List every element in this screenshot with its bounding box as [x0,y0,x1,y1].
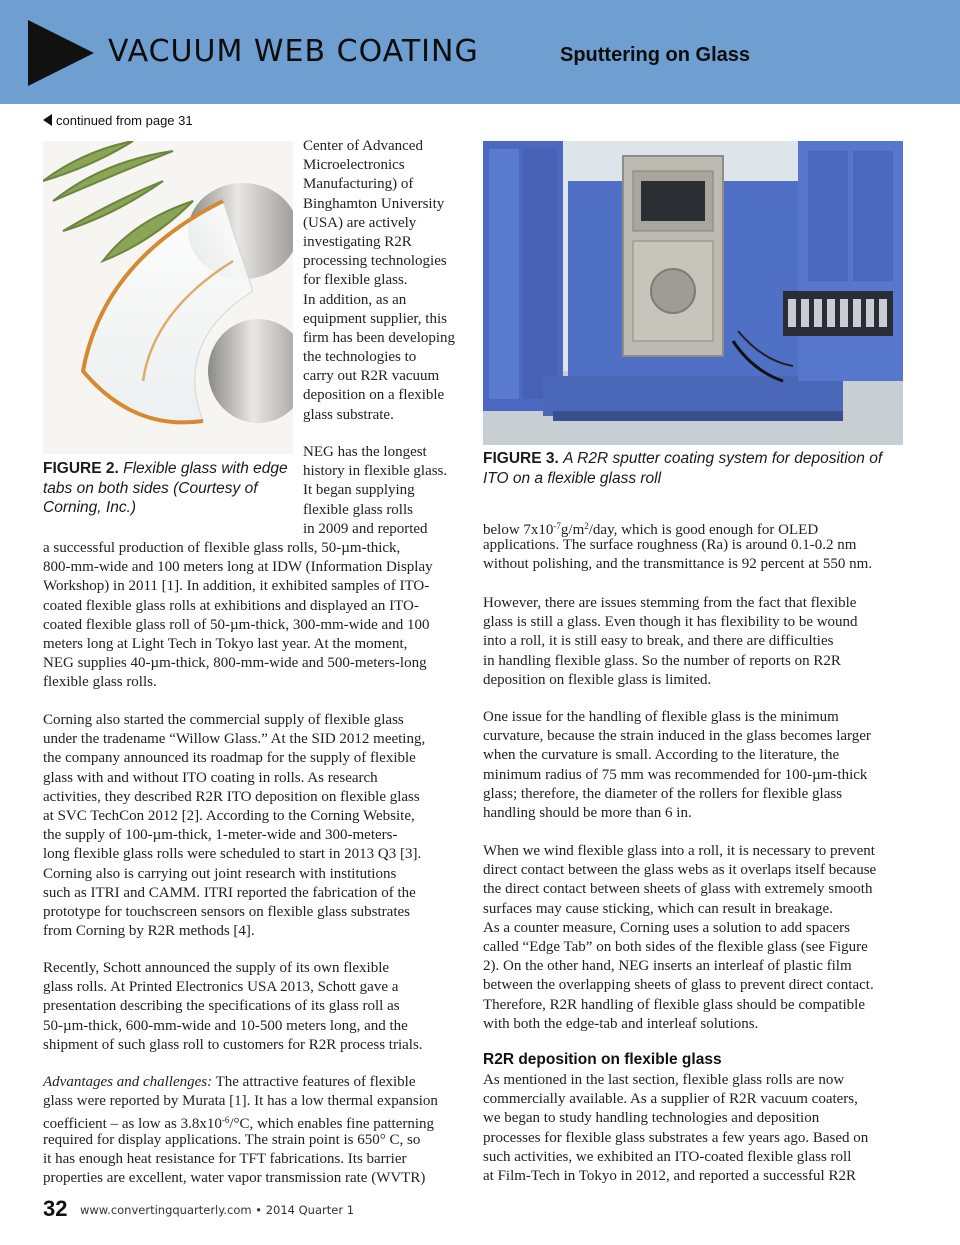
text-line: meters long at Light Tech in Tokyo last year. At the moment, [43,635,408,652]
text-span: g/m [560,522,585,538]
text-line: As mentioned in the last section, flexible glass rolls are now [483,1072,845,1088]
text-line: glass rolls. At Printed Electronics USA 2013, Schott gave a [43,979,399,996]
neg-paragraph-narrow [303,443,447,539]
header-band [0,0,960,104]
advantages-heading: Advantages and challenges: [43,1074,213,1090]
text-line: properties are excellent, water vapor transmission rate (WVTR) [43,1169,426,1186]
text-line: flexible glass rolls [303,501,413,518]
text-span: /°C, which enables fine patterning [229,1116,435,1133]
advantages-paragraph [43,1073,438,1188]
text-line: Corning also is carrying out joint research with institutions [43,865,397,882]
text-line: the direct contact between sheets of glass with extremely smooth [483,881,873,898]
text-line: the technologies to [303,349,417,366]
figure-3-label: FIGURE 3. [483,450,559,467]
text-line: without polishing, and the transmittance is 92 percent at 550 nm. [483,556,873,573]
text-span: below 7x10 [483,522,554,538]
text-line: history in flexible glass. [303,463,448,480]
text-line: processing technologies [303,253,447,270]
wvtr-paragraph [483,517,872,575]
text-line: in handling flexible glass. So the number of reports on R2R [483,652,841,669]
figure-2-caption-text: Flexible glass with edge tabs on both sides (Courtesy of Corning, Inc.) [43,460,288,516]
text-line: Manufacturing) of [303,176,414,193]
text-line: NEG has the longest [303,444,427,460]
text-line: surfaces may cause sticking, which can result in breakage. [483,900,833,917]
when-wind-paragraph [483,842,876,1034]
play-triangle-icon [28,20,94,86]
text-line: long flexible glass rolls were scheduled to start in 2013 Q3 [3]. [43,846,422,863]
text-line: As a counter measure, Corning uses a solution to add spacers [483,919,850,936]
text-line: However, there are issues stemming from the fact that flexible [483,595,857,611]
text-line: carry out R2R vacuum [303,368,440,385]
text-line: such as ITRI and CAMM. ITRI reported the fabrication of the [43,884,416,901]
text-line: into a roll, it is still easy to break, and there are difficulties [483,633,834,650]
text-line: required for display applications. The strain point is 650° C, so [43,1131,421,1148]
text-line: NEG supplies 40-µm-thick, 800-mm-wide and 500-meters-long [43,655,427,672]
left-arrow-icon [43,114,52,126]
text-line: under the tradename “Willow Glass.” At the SID 2012 meeting, [43,731,426,748]
continued-note[interactable] [43,113,193,128]
text-line: called “Edge Tab” on both sides of the flexible glass (see Figure [483,938,868,955]
text-line: between the overlapping sheets of glass to prevent direct contact. [483,977,874,994]
text-line: at SVC TechCon 2012 [2]. According to the Corning Website, [43,807,415,824]
text-span: /day, which is good enough for OLED [588,522,819,538]
text-line: 2). On the other hand, NEG inserts an interleaf of plastic film [483,958,852,975]
text-line: applications. The surface roughness (Ra) is around 0.1-0.2 nm [483,537,857,554]
page-number: 32 [43,1196,68,1221]
text-line: prototype for touchscreen sensors on flexible glass substrates [43,903,410,920]
text-line [483,517,872,536]
section-subtitle: Sputtering on Glass [560,44,751,66]
text-line: 800-mm-wide and 100 meters long at IDW (Information Display [43,559,433,576]
text-line: a successful production of flexible glass rolls, 50-µm-thick, [43,540,401,556]
superscript: -6 [221,1115,230,1126]
text-line: coated flexible glass rolls at exhibitions and displayed an ITO- [43,597,419,614]
text-line: flexible glass rolls. [43,674,157,691]
one-issue-paragraph [483,708,871,823]
text-line: shipment of such glass roll to customers for R2R process trials. [43,1036,423,1053]
figure-3-image [483,141,903,445]
text-line: Therefore, R2R handling of flexible glass should be compatible [483,996,865,1013]
section-title: VACUUM WEB COATING [108,34,479,69]
text-line: Corning also started the commercial supply of flexible glass [43,712,404,728]
section-heading: R2R deposition on flexible glass [483,1051,722,1068]
text-line: equipment supplier, this [303,310,447,327]
text-line: for flexible glass. [303,272,408,289]
neg-paragraph-wide [43,539,433,693]
superscript: 2 [584,521,589,531]
text-line: commercially available. As a supplier of R2R vacuum coaters, [483,1091,858,1108]
schott-paragraph [43,959,423,1055]
text-line: minimum radius of 75 mm was recommended for 100-µm-thick [483,766,868,783]
text-line: When we wind flexible glass into a roll, it is necessary to prevent [483,843,875,859]
text-line: glass with and without ITO coating in rolls. As research [43,769,378,786]
text-span: The attractive features of flexible [212,1074,416,1090]
text-line: One issue for the handling of flexible glass is the minimum [483,709,839,725]
text-line: glass is still a glass. Even though it has flexibility to be wound [483,614,858,631]
r2r-coating-machine-illustration [483,141,903,445]
figure-3-caption [483,449,903,488]
figure-2-caption [43,459,293,518]
text-line: in 2009 and reported [303,520,428,537]
text-line: when the curvature is small. According to the literature, the [483,747,840,764]
text-line: such activities, we exhibited an ITO-coated flexible glass roll [483,1148,852,1165]
text-line: It began supplying [303,482,415,499]
r2r-paragraph [483,1071,868,1186]
superscript: -7 [553,521,561,531]
text-line: presentation describing the specifications of its glass roll as [43,998,400,1015]
text-line: Workshop) in 2011 [1]. In addition, it exhibited samples of ITO- [43,578,430,595]
however-paragraph [483,594,858,690]
text-line [43,1111,438,1133]
text-line: processes for flexible glass substrates a few years ago. Based on [483,1129,869,1146]
corning-paragraph [43,711,425,941]
text-line: Binghamton University [303,195,445,212]
text-line: (USA) are actively [303,214,417,231]
text-line: we began to study handling technologies and deposition [483,1110,820,1127]
text-span: coefficient – as low as 3.8x10 [43,1116,222,1133]
text-line: glass were reported by Murata [1]. It has a low thermal expansion [43,1093,438,1110]
text-line: glass substrate. [303,406,394,423]
text-line: investigating R2R [303,233,412,250]
text-line: the supply of 100-µm-thick, 1-meter-wide and 300-meters- [43,827,398,844]
text-line: deposition on flexible glass is limited. [483,671,712,688]
text-line: coated flexible glass roll of 50-µm-thick, 300-mm-wide and 100 [43,616,430,633]
text-line: 50-µm-thick, 600-mm-wide and 10-500 meters long, and the [43,1017,408,1034]
text-line: activities, they described R2R ITO deposition on flexible glass [43,788,420,805]
text-line: firm has been developing [303,329,456,346]
left-narrow-paragraph-1 [303,137,455,425]
text-line: with both the edge-tab and interleaf solutions. [483,1015,759,1032]
text-line: Recently, Schott announced the supply of its own flexible [43,960,390,976]
figure-3-caption-text: A R2R sputter coating system for deposition of ITO on a flexible glass roll [483,450,883,487]
text-line: from Corning by R2R methods [4]. [43,923,255,940]
continued-label: continued from page 31 [56,113,193,128]
text-line: Center of Advanced [303,138,423,154]
text-line: at Film-Tech in Tokyo in 2012, and reported a successful R2R [483,1167,856,1184]
footer-text[interactable]: www.convertingquarterly.com • 2014 Quarter 1 [80,1203,355,1217]
text-line: handling should be more than 6 in. [483,804,692,821]
text-line: curvature, because the strain induced in the glass becomes larger [483,728,871,745]
text-line: the company announced its roadmap for the supply of flexible [43,750,416,767]
text-line: glass; therefore, the diameter of the rollers for flexible glass [483,785,843,802]
text-line [43,1073,438,1092]
text-line: direct contact between the glass webs as it overlaps itself because [483,862,877,879]
text-line: it has enough heat resistance for TFT fabrications. Its barrier [43,1150,407,1167]
text-line: Microelectronics [303,157,405,174]
text-line: In addition, as an [303,291,407,308]
text-line: deposition on a flexible [303,387,445,404]
figure-2-image [43,141,293,454]
flexible-glass-illustration [43,141,293,454]
figure-2-label: FIGURE 2. [43,460,119,477]
